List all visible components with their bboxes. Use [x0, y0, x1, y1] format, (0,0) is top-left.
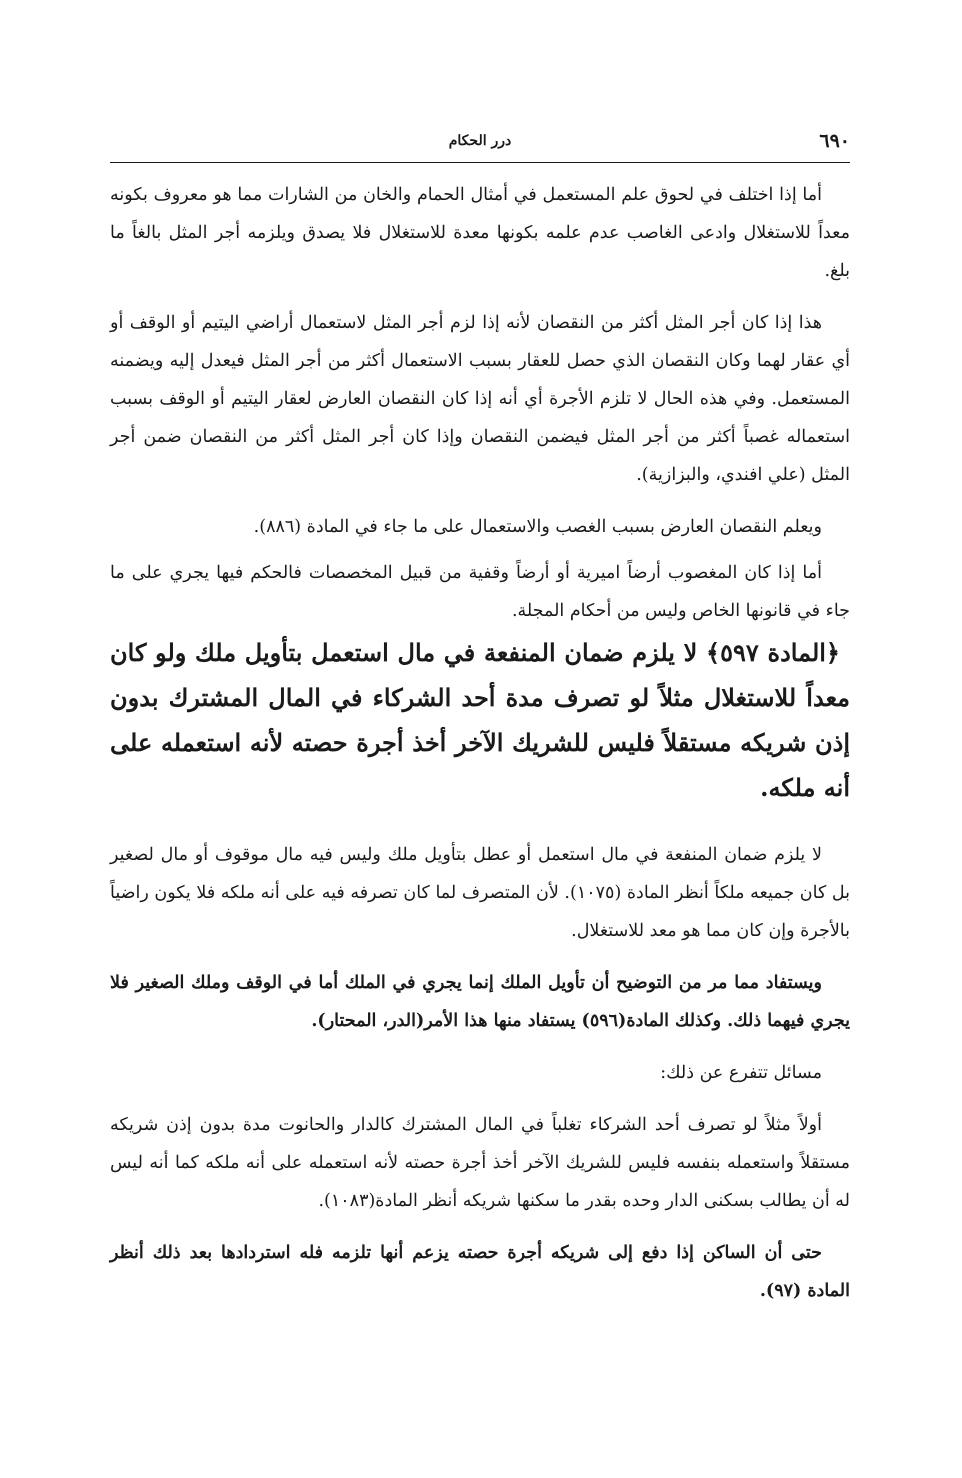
header-rule	[110, 162, 850, 163]
commentary-4: أولاً مثلاً لو تصرف أحد الشركاء تغلباً في المال المشترك كالدار والحانوت مدة بدون إذن شريكه مستقلاً واستعمله بنفسه فليس للشريك الآخر أخذ أجرة حصته لأنه استعمله على أنه ملكه كما أنه ليس له أن يطالب بسكنى الدار وحده بقدر ما سكنها شريكه أنظر المادة(١٠٨٣).	[110, 1115, 850, 1211]
paragraph-2: هذا إذا كان أجر المثل أكثر من النقصان لأنه إذا لزم أجر المثل لاستعمال أراضي اليتيم أو الوقف أو أي عقار لهما وكان النقصان الذي حصل للعقار بسبب الاستعمال أكثر من أجر المثل فيعدل إليه ويضمنه المستعمل. وفي هذه الحال لا تلزم الأجرة أي أنه إذا كان النقصان العارض لعقار اليتيم أو الوقف بسبب استعماله غصباً أكثر من أجر المثل فيضمن النقصان وإذا كان أجر المثل أكثر من النقصان ضمن أجر المثل (علي افندي، والبزازية).	[110, 313, 850, 485]
commentary-5: حتى أن الساكن إذا دفع إلى شريكه أجرة حصته يزعم أنها تلزمه فله استردادها بعد ذلك أنظر المادة (٩٧).	[110, 1243, 850, 1301]
page-header	[110, 128, 850, 160]
running-title: درر الحكام	[448, 133, 512, 149]
page-number: ٦٩٠	[819, 130, 850, 152]
commentary-2: ويستفاد مما مر من التوضيح أن تأويل الملك إنما يجري في الملك أما في الوقف وملك الصغير فلا يجري فيهما ذلك. وكذلك المادة(٥٩٦) يستفاد منها هذا الأمر(الدر، المحتار).	[110, 973, 850, 1031]
paragraph-4: أما إذا كان المغصوب أرضاً اميرية أو أرضاً وقفية من قبيل المخصصات فالحكم فيها يجري على ما جاء في قانونها الخاص وليس من أحكام المجلة.	[110, 563, 850, 621]
page-body	[110, 176, 850, 1310]
article-597: ﴿المادة ٥٩٧﴾ لا يلزم ضمان المنفعة في مال استعمل بتأويل ملك ولو كان معداً للاستغلال مثلاً لو تصرف مدة أحد الشركاء في المال المشترك بدون إذن شريكه مستقلاً فليس للشريك الآخر أخذ أجرة حصته لأنه استعمله على أنه ملكه.	[110, 638, 850, 802]
commentary-3: مسائل تتفرع عن ذلك:	[660, 1063, 822, 1083]
commentary-1: لا يلزم ضمان المنفعة في مال استعمل أو عطل بتأويل ملك وليس فيه مال موقوف أو مال لصغير بل كان جميعه ملكاً أنظر المادة (١٠٧٥). لأن المتصرف لما كان تصرفه فيه على أنه ملكه فلا يكون راضياً بالأجرة وإن كان مما هو معد للاستغلال.	[110, 845, 850, 941]
paragraph-1: أما إذا اختلف في لحوق علم المستعمل في أمثال الحمام والخان من الشارات مما هو معروف بكونه معداً للاستغلال وادعى الغاصب عدم علمه بكونها معدة للاستغلال فلا يصدق ويلزمه أجر المثل بالغاً ما بلغ.	[110, 185, 850, 281]
paragraph-3: ويعلم النقصان العارض بسبب الغصب والاستعمال على ما جاء في المادة (٨٨٦).	[253, 517, 822, 537]
